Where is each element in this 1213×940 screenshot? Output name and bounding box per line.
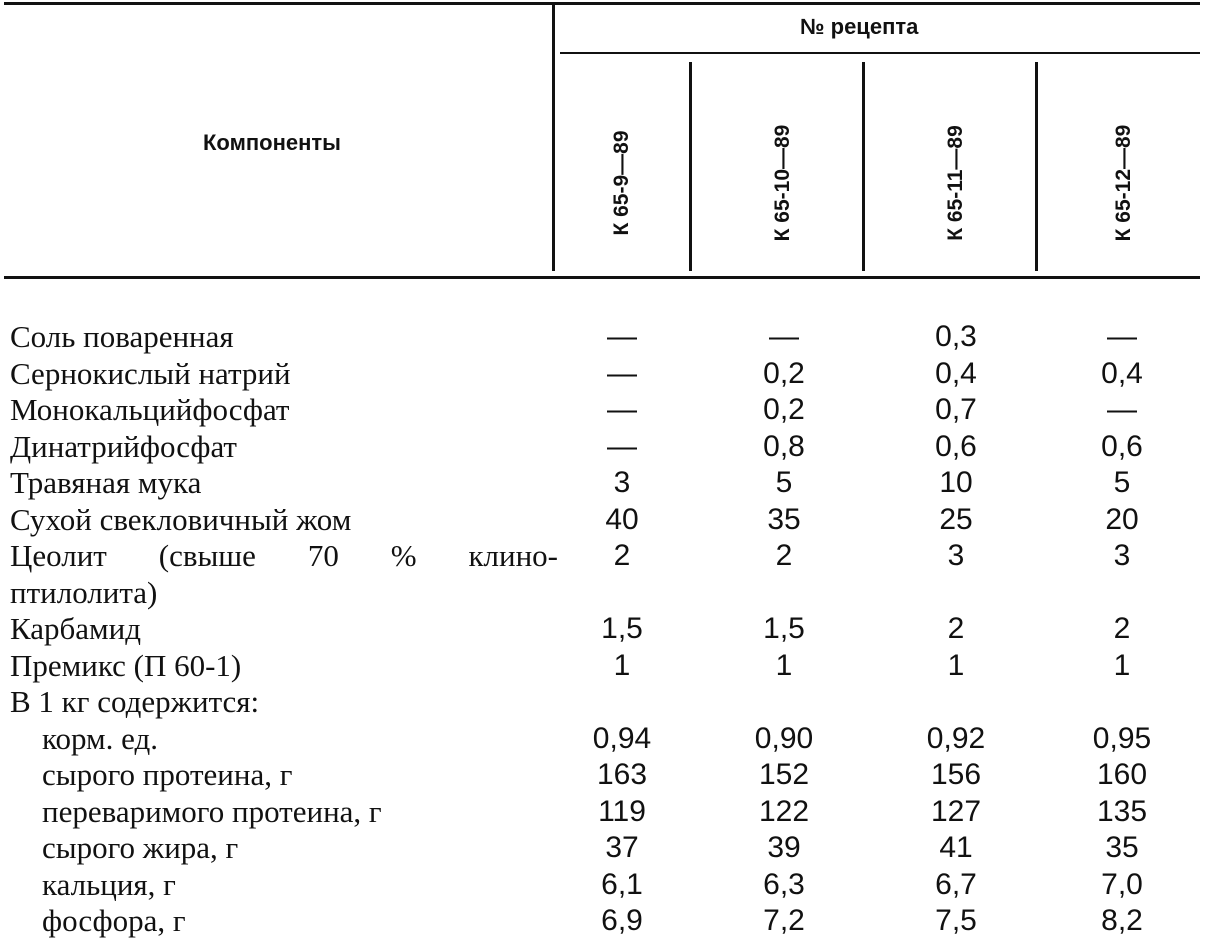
row-label: Монокальцийфосфат	[10, 392, 290, 427]
cell-recipe-1: 2	[613, 539, 631, 572]
cell-recipe-2: 122	[758, 794, 810, 828]
row-label-line-2: птилолита)	[10, 574, 158, 610]
header-bottom-rule	[4, 276, 1200, 279]
row-label: сырого протеина, г	[42, 757, 293, 792]
row-label: Соль поваренная	[10, 319, 234, 354]
recipe-header-4: К 65-12—89	[1112, 124, 1135, 242]
row-label: Сухой свекловичный жом	[10, 501, 352, 537]
recipe-column-divider-2	[862, 62, 865, 271]
table-row	[10, 794, 1210, 831]
cell-recipe-4: 135	[1096, 794, 1148, 828]
cell-recipe-1: 37	[605, 831, 639, 864]
cell-recipe-3: 7,5	[935, 904, 977, 937]
section-heading: В 1 кг содержится:	[10, 684, 260, 719]
cell-recipe-3: 0,4	[935, 356, 977, 390]
cell-recipe-1: 6,1	[601, 867, 643, 901]
cell-recipe-2: 0,90	[754, 721, 814, 755]
table-row	[10, 757, 1210, 794]
cell-recipe-3: 41	[939, 831, 973, 864]
cell-recipe-3: 3	[947, 539, 965, 572]
cell-recipe-3: 2	[947, 612, 965, 645]
section-heading-row	[10, 684, 1210, 721]
cell-recipe-4: 8,2	[1101, 904, 1143, 937]
cell-recipe-4: —	[1107, 393, 1137, 426]
table-top-rule	[4, 2, 1200, 5]
cell-recipe-1: 1	[613, 648, 631, 682]
row-label: переваримого протеина, г	[42, 793, 382, 829]
recipe-column-divider-1	[689, 62, 692, 271]
cell-recipe-4: 1	[1113, 648, 1131, 682]
cell-recipe-4: 0,6	[1101, 429, 1143, 463]
cell-recipe-2: 2	[775, 539, 793, 572]
cell-recipe-1: 1,5	[601, 612, 643, 645]
cell-recipe-3: 0,7	[935, 393, 977, 426]
cell-recipe-3: 0,3	[935, 320, 977, 353]
cell-recipe-2: 7,2	[763, 904, 805, 937]
cell-recipe-1: 163	[596, 758, 648, 791]
cell-recipe-4: —	[1107, 320, 1137, 353]
table-row	[10, 903, 1210, 940]
cell-recipe-2: 0,8	[763, 429, 805, 463]
table-row	[10, 611, 1210, 648]
cell-recipe-2: —	[769, 320, 799, 353]
recipe-header-1: К 65-9—89	[610, 130, 633, 236]
row-label: Травяная мука	[10, 465, 202, 500]
table-body	[10, 319, 1210, 940]
cell-recipe-2: 1	[775, 648, 793, 682]
cell-recipe-1: —	[607, 356, 637, 390]
cell-recipe-3: 10	[939, 466, 973, 499]
cell-recipe-2: 0,2	[763, 356, 805, 390]
cell-recipe-1: 40	[605, 502, 639, 536]
cell-recipe-3: 1	[947, 648, 965, 682]
table-row	[10, 356, 1210, 393]
cell-recipe-4: 7,0	[1101, 867, 1143, 901]
table-row	[10, 538, 1210, 611]
table-row	[10, 830, 1210, 867]
table-row	[10, 867, 1210, 904]
components-column-divider	[552, 5, 555, 271]
cell-recipe-3: 127	[930, 794, 982, 828]
table-row	[10, 392, 1210, 429]
row-label: корм. ед.	[42, 720, 159, 756]
cell-recipe-4: 5	[1113, 466, 1131, 499]
row-label: сырого жира, г	[42, 830, 239, 865]
cell-recipe-1: 0,94	[592, 721, 652, 755]
table-row	[10, 721, 1210, 758]
recipe-number-header: № рецепта	[800, 14, 919, 39]
cell-recipe-1: 6,9	[601, 904, 643, 937]
row-label: Премикс (П 60-1)	[10, 647, 242, 683]
cell-recipe-3: 6,7	[935, 867, 977, 901]
cell-recipe-2: 1,5	[763, 612, 805, 645]
cell-recipe-4: 160	[1096, 758, 1148, 791]
recipe-column-divider-3	[1035, 62, 1038, 271]
components-column-header: Компоненты	[203, 130, 341, 155]
cell-recipe-4: 0,4	[1101, 356, 1143, 390]
cell-recipe-4: 35	[1105, 831, 1139, 864]
cell-recipe-1: —	[607, 320, 637, 353]
cell-recipe-3: 25	[939, 502, 973, 536]
table-row	[10, 465, 1210, 502]
cell-recipe-2: 6,3	[763, 867, 805, 901]
row-label: Сернокислый натрий	[10, 355, 291, 391]
cell-recipe-1: 119	[598, 794, 646, 828]
cell-recipe-1: —	[607, 393, 637, 426]
table-row	[10, 319, 1210, 356]
cell-recipe-3: 0,6	[935, 429, 977, 463]
cell-recipe-4: 20	[1105, 502, 1139, 536]
cell-recipe-4: 2	[1113, 612, 1131, 645]
cell-recipe-3: 0,92	[926, 721, 986, 755]
recipe-header-rule	[560, 52, 1200, 54]
cell-recipe-4: 3	[1113, 539, 1131, 572]
row-label	[10, 538, 558, 611]
row-label: кальция, г	[42, 866, 176, 902]
table-row	[10, 429, 1210, 466]
cell-recipe-2: 0,2	[763, 393, 805, 426]
row-label: фосфора, г	[42, 903, 186, 938]
cell-recipe-2: 152	[758, 758, 810, 791]
recipe-header-2: К 65-10—89	[771, 124, 794, 242]
row-label: Динатрийфосфат	[10, 428, 237, 464]
table-row	[10, 502, 1210, 539]
row-label-line-1: Цеолит (свыше 70 % клино-	[10, 538, 558, 573]
row-label: Карбамид	[10, 611, 142, 646]
cell-recipe-1: —	[607, 429, 637, 463]
cell-recipe-3: 156	[930, 758, 982, 791]
recipe-header-3: К 65-11—89	[944, 125, 967, 241]
cell-recipe-4: 0,95	[1092, 721, 1152, 755]
cell-recipe-1: 3	[613, 466, 631, 499]
table-row	[10, 648, 1210, 685]
cell-recipe-2: 35	[767, 502, 801, 536]
cell-recipe-2: 5	[775, 466, 793, 499]
cell-recipe-2: 39	[767, 831, 801, 864]
